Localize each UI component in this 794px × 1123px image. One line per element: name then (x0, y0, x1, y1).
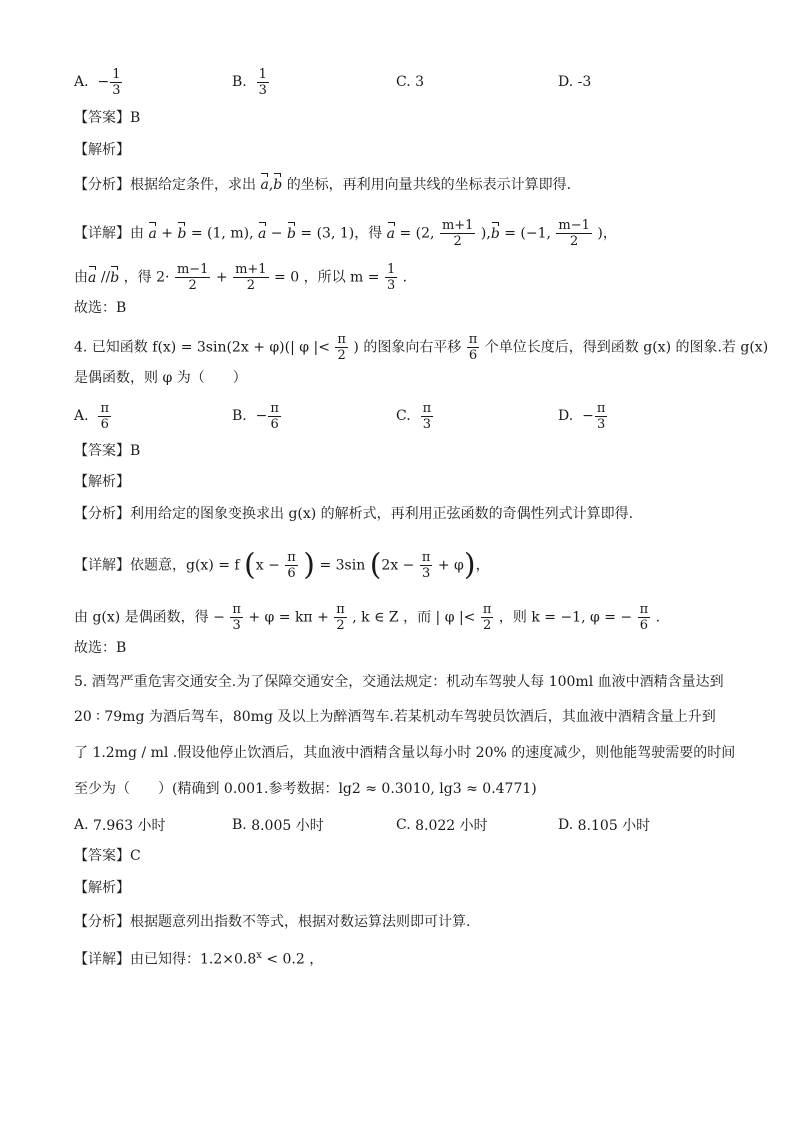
q5-stem-line4: 至少为（ ）(精确到 0.001.参考数据：lg2 ≈ 0.3010, lg3 ≈ 0.4771) (74, 781, 537, 797)
q4-choice: 故选：B (74, 640, 127, 656)
q3-option-a: A. − $\frac{1}{3}$ (74, 66, 121, 98)
q3-option-c: C. 3 (396, 74, 425, 90)
q3-choice: 故选：B (74, 300, 127, 316)
q4-option-d: D. − $\frac{\pi}{3}$ (558, 400, 606, 432)
q3-answer: 【答案】B (74, 110, 141, 126)
q3-jiexi: 【解析】 (74, 142, 130, 158)
q5-stem-line2: 20 ∶ 79mg 为酒后驾车，80mg 及以上为醉酒驾车.若某机动车驾驶员饮酒后，其血液中酒精含量上升到 (74, 709, 716, 725)
q4-detail-line2: 由 g(x) 是偶函数，得 − $\frac{\pi}{3}$ + φ = kπ + $\frac{\pi}{2}$ , k ∈ Z ，而 | φ |< $\frac{\pi}{2}$ ，则 k = −1, φ = − $\frac{\pi}{6}$ . (74, 602, 661, 633)
q3-detail-line2: 由a //b ，得 2· $\frac{m-1}{2}$ + $\frac{m+1}{2}$ = 0 ，所以 m = $\frac{1}{3}$ . (74, 262, 408, 293)
q4-option-b: B. − $\frac{\pi}{6}$ (232, 400, 279, 432)
q3-option-b: B. $\frac{1}{3}$ (232, 66, 267, 98)
q5-jiexi: 【解析】 (74, 880, 130, 896)
q4-answer: 【答案】B (74, 443, 141, 459)
q4-analysis: 【分析】利用给定的图象变换求出 g(x) 的解析式，再利用正弦函数的奇偶性列式计算即得. (74, 506, 634, 522)
q5-analysis: 【分析】根据题意列出指数不等式，根据对数运算法则即可计算. (74, 914, 471, 930)
q3-options (74, 60, 734, 104)
q5-option-a: A. 7.963 小时 (74, 817, 166, 834)
q5-options (74, 803, 734, 847)
q3-option-d: D. -3 (558, 74, 592, 90)
q4-detail-line1: 【详解】依题意，g(x) = f (x − $\frac{\pi}{6}$ ) = 3sin (2x − $\frac{\pi}{3}$ + φ)， (74, 547, 490, 583)
q5-answer: 【答案】C (74, 848, 141, 864)
q3-detail-line1: 【详解】由 a + b = (1, m), a − b = (3, 1)，得 a = (2, $\frac{m+1}{2}$ ),b = (−1, $\frac{m-1}{2}$ )， (74, 218, 617, 249)
q4-option-c: C. $\frac{\pi}{3}$ (396, 400, 432, 432)
q5-stem-line1: 5. 酒驾严重危害交通安全.为了保障交通安全，交通法规定：机动车驾驶人每 100ml 血液中酒精含量达到 (74, 674, 724, 690)
q5-option-d: D. 8.105 小时 (558, 817, 651, 834)
q3-analysis: 【分析】根据给定条件，求出 a,b 的坐标，再利用向量共线的坐标表示计算即得. (74, 177, 572, 193)
q4-option-a: A. $\frac{\pi}{6}$ (74, 400, 110, 432)
q4-stem-line2: 是偶函数，则 φ 为（ ） (74, 370, 247, 386)
q5-option-c: C. 8.022 小时 (396, 817, 488, 834)
q4-stem-line1: 4. 已知函数 f(x) = 3sin(2x + φ)(| φ |< $\frac{\pi}{2}$ ) 的图象向右平移 $\frac{\pi}{6}$ 个单位长度后，得到函数 g(x) 的图象.若 g(x) (74, 332, 769, 363)
q4-jiexi: 【解析】 (74, 474, 130, 490)
q5-detail: 【详解】由已知得：$1.2\times 0.8^x < 0.2$ ， (74, 950, 324, 968)
q5-stem-line3: 了 1.2mg / ml .假设他停止饮酒后，其血液中酒精含量以每小时 20% 的速度减少，则他能驾驶需要的时间 (74, 745, 736, 761)
q5-option-b: B. 8.005 小时 (232, 817, 324, 834)
q4-options (74, 394, 734, 438)
